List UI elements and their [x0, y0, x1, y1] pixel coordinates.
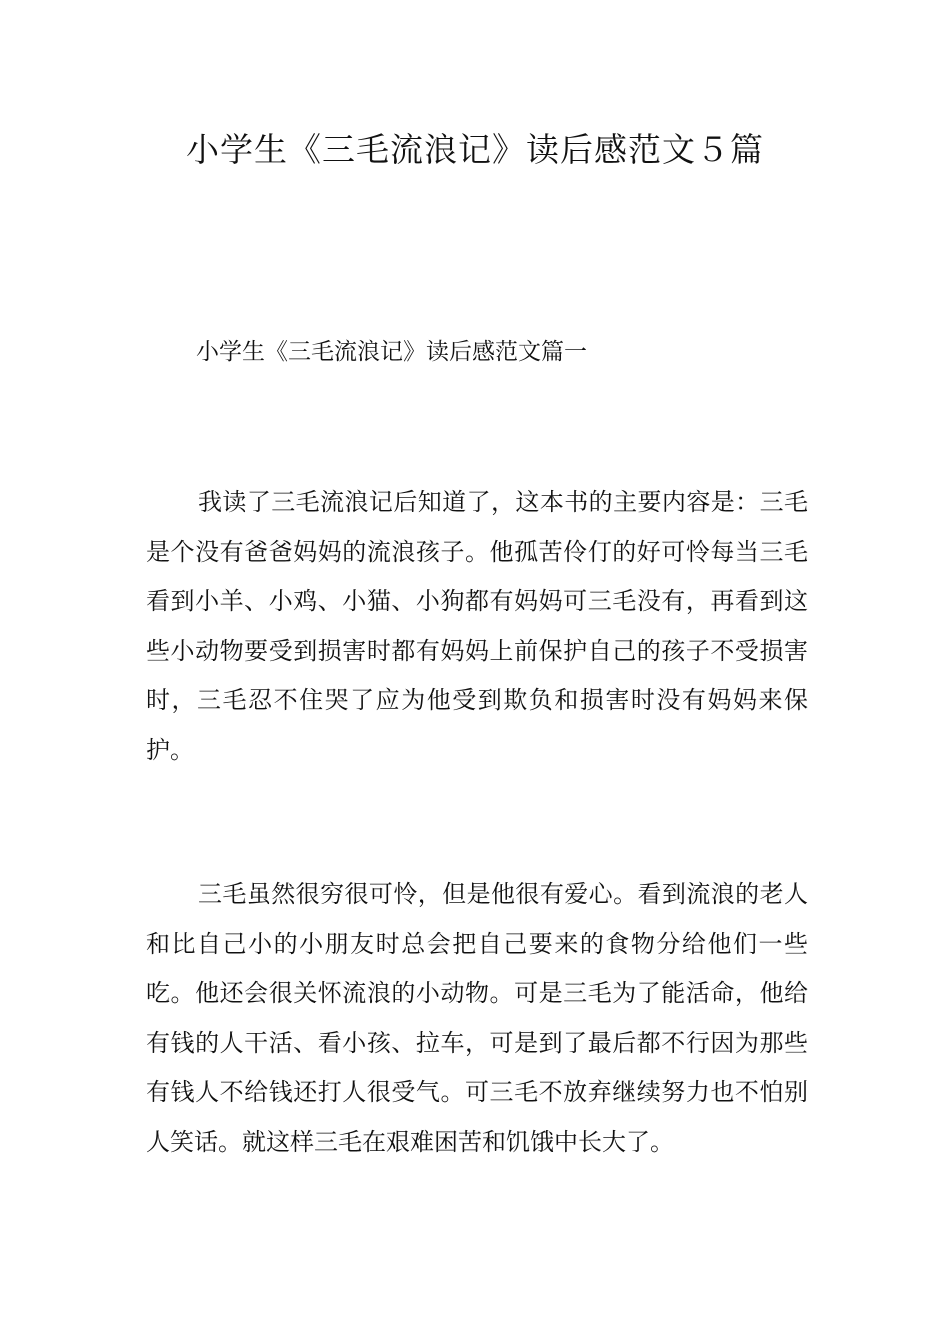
paragraph-2: 三毛虽然很穷很可怜，但是他很有爱心。看到流浪的老人和比自己小的小朋友时总会把自己要来的食物分给他们一些吃。他还会很关怀流浪的小动物。可是三毛为了能活命，他给有钱的人干活、看小孩、拉车，可是到了最后都不行因为那些有钱人不给钱还打人很受气。可三毛不放弃继续努力也不怕别人笑话。就这样三毛在艰难困苦和饥饿中长大了。: [146, 880, 808, 1156]
document-title: 小学生《三毛流浪记》读后感范文５篇: [186, 130, 764, 169]
section-heading: 小学生《三毛流浪记》读后感范文篇一: [196, 339, 587, 365]
paragraph-1: 我读了三毛流浪记后知道了，这本书的主要内容是：三毛是个没有爸爸妈妈的流浪孩子。他孤苦伶仃的好可怜每当三毛看到小羊、小鸡、小猫、小狗都有妈妈可三毛没有，再看到这些小动物要受到损害时都有妈妈上前保护自己的孩子不受损害时，三毛忍不住哭了应为他受到欺负和损害时没有妈妈来保护。: [146, 488, 808, 764]
